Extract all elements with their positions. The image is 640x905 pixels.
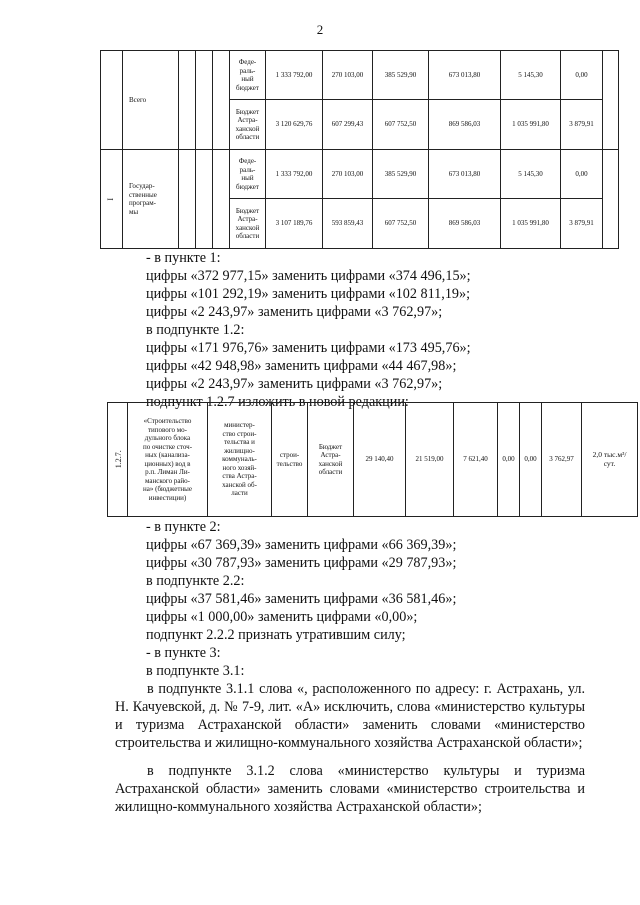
text-line: цифры «2 243,97» заменить цифрами «3 762,97»; — [146, 376, 443, 392]
source-cell: Бюджет Астра- ханской области — [308, 403, 354, 517]
row-label-programs: Государ- ственные програм- мы — [123, 150, 179, 249]
value-cell: 0,00 — [520, 403, 542, 517]
value-cell: 673 013,80 — [429, 51, 501, 100]
source-cell: Бюджет Астра- ханской области — [230, 199, 266, 249]
value-cell: 3 879,91 — [561, 100, 603, 150]
budget-table-2 — [107, 402, 638, 517]
source-cell: Феде- раль- ный бюджет — [230, 150, 266, 199]
text-line: подпункт 2.2.2 признать утратившим силу; — [146, 627, 406, 643]
value-cell: 1 333 792,00 — [266, 51, 323, 100]
text-line: - в пункте 2: — [146, 519, 221, 535]
value-cell: 21 519,00 — [406, 403, 454, 517]
source-cell: Бюджет Астра- ханской области — [230, 100, 266, 150]
value-cell: 607 752,50 — [373, 100, 429, 150]
event-name: «Строительство типового мо- дульного блока по очистке сточ- ных (канализа- ционных) вод в р.п. Лиман Ли- манского райо- на» (бюджетные инвестиции) — [128, 403, 208, 517]
text-line: в подпункте 2.2: — [146, 573, 245, 589]
value-cell: 29 140,40 — [354, 403, 406, 517]
text-line: в подпункте 3.1: — [146, 663, 245, 679]
value-cell: 270 103,00 — [323, 51, 373, 100]
table-row — [101, 51, 619, 100]
source-cell: Феде- раль- ный бюджет — [230, 51, 266, 100]
indicator-cell: 2,0 тыс.м³/ сут. — [582, 403, 638, 517]
value-cell: 3 107 189,76 — [266, 199, 323, 249]
value-cell: 869 586,03 — [429, 199, 501, 249]
text-line: цифры «1 000,00» заменить цифрами «0,00»; — [146, 609, 418, 625]
value-cell: 0,00 — [498, 403, 520, 517]
paragraph-3-1-1: в подпункте 3.1.1 слова «, расположенного по адресу: г. Астрахань, ул. Н. Качуевской, д. № 7-9, лит. «А» исключить, слова «министерство культуры и туризма Астраханской области» заменить словами «министерство строительства и жилищно-коммунального хозяйства Астраханской области»; — [115, 681, 585, 751]
value-cell: 1 333 792,00 — [266, 150, 323, 199]
text-line: цифры «37 581,46» заменить цифрами «36 581,46»; — [146, 591, 457, 607]
budget-table-1 — [100, 50, 619, 249]
value-cell: 1 035 991,80 — [501, 100, 561, 150]
value-cell: 3 879,91 — [561, 199, 603, 249]
value-cell: 869 586,03 — [429, 100, 501, 150]
text-line: цифры «171 976,76» заменить цифрами «173 495,76»; — [146, 340, 471, 356]
row-label-total: Всего — [123, 51, 179, 150]
value-cell: 0,00 — [561, 51, 603, 100]
text-line: - в пункте 1: — [146, 250, 221, 266]
value-cell: 0,00 — [561, 150, 603, 199]
table-row — [108, 403, 638, 517]
value-cell: 3 120 629,76 — [266, 100, 323, 150]
value-cell: 607 299,43 — [323, 100, 373, 150]
value-cell: 5 145,30 — [501, 51, 561, 100]
page-number: 2 — [316, 22, 324, 37]
value-cell: 3 762,97 — [542, 403, 582, 517]
value-cell: 385 529,90 — [373, 51, 429, 100]
value-cell: 607 752,50 — [373, 199, 429, 249]
text-line: - в пункте 3: — [146, 645, 221, 661]
value-cell: 1 035 991,80 — [501, 199, 561, 249]
paragraph-3-1-2: в подпункте 3.1.2 слова «министерство культуры и туризма Астраханской области» заменить словами «министерство строительства и жилищно-коммунального хозяйства Астраханской области»; — [115, 763, 585, 815]
text-line: цифры «372 977,15» заменить цифрами «374 496,15»; — [146, 268, 471, 284]
text-line: цифры «101 292,19» заменить цифрами «102 811,19»; — [146, 286, 471, 302]
value-cell: 673 013,80 — [429, 150, 501, 199]
text-line: цифры «30 787,93» заменить цифрами «29 787,93»; — [146, 555, 457, 571]
table-row — [101, 150, 619, 199]
value-cell: 7 621,40 — [454, 403, 498, 517]
text-line: цифры «67 369,39» заменить цифрами «66 369,39»; — [146, 537, 457, 553]
executor-cell: министер- ство строи- тельства и жилищно- коммуналь- ного хозяй- ства Астра- ханской об- ласти — [208, 403, 272, 517]
text-line: цифры «42 948,98» заменить цифрами «44 467,98»; — [146, 358, 457, 374]
row-number: 1.2.7. — [108, 403, 128, 517]
text-line: подпункт 1.2.7 изложить в новой редакции: — [146, 394, 409, 410]
value-cell: 593 859,43 — [323, 199, 373, 249]
value-cell: 270 103,00 — [323, 150, 373, 199]
value-cell: 5 145,30 — [501, 150, 561, 199]
row-number: I — [101, 150, 123, 249]
value-cell: 385 529,90 — [373, 150, 429, 199]
text-line: в подпункте 1.2: — [146, 322, 245, 338]
direction-cell: строи- тельство — [272, 403, 308, 517]
text-line: цифры «2 243,97» заменить цифрами «3 762,97»; — [146, 304, 443, 320]
